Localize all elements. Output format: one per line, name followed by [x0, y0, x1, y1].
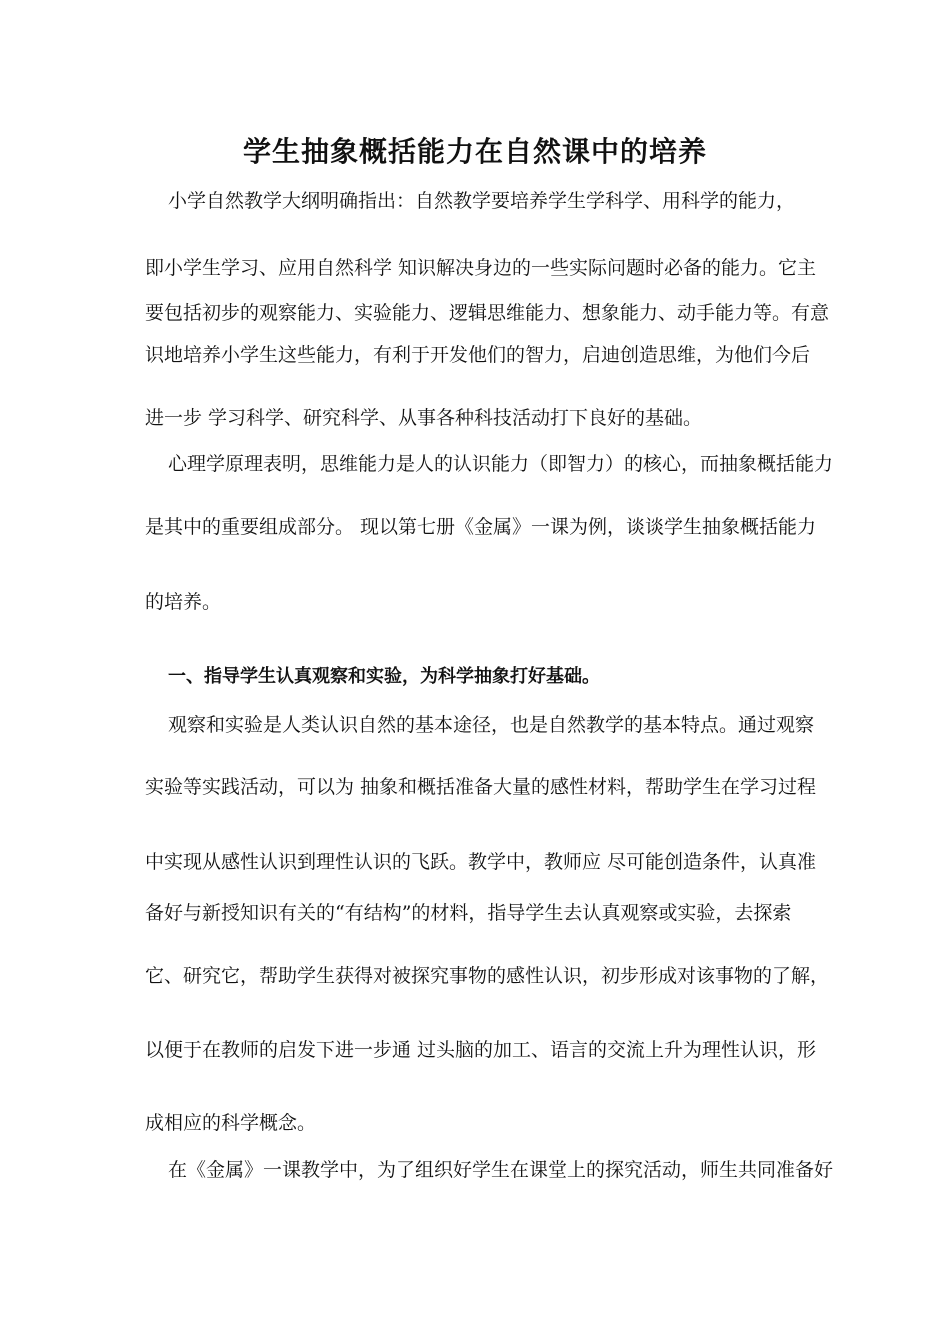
paragraph-2-line-1: 心理学原理表明，思维能力是人的认识能力（即智力）的核心，而抽象概括能力	[168, 453, 834, 475]
paragraph-4-line-1: 在《金属》一课教学中，为了组织好学生在课堂上的探究活动，师生共同准备好	[168, 1159, 834, 1181]
paragraph-3-line-4: 备好与新授知识有关的“有结构”的材料，指导学生去认真观察或实验，去探索	[145, 902, 792, 924]
paragraph-1-line-1: 小学自然教学大纲明确指出：自然教学要培养学生学科学、用科学的能力，	[168, 190, 796, 212]
paragraph-1-line-2: 即小学生学习、应用自然科学 知识解决身边的一些实际问题时必备的能力。它主	[145, 257, 817, 279]
paragraph-2-line-3: 的培养。	[145, 591, 222, 613]
paragraph-3-line-5: 它、研究它，帮助学生获得对被探究事物的感性认识，初步形成对该事物的了解，	[145, 965, 830, 987]
paragraph-1-line-5: 进一步 学习科学、研究科学、从事各种科技活动打下良好的基础。	[145, 407, 703, 429]
section-1-heading: 一、指导学生认真观察和实验，为科学抽象打好基础。	[168, 666, 600, 687]
paragraph-1-line-3: 要包括初步的观察能力、实验能力、逻辑思维能力、想象能力、动手能力等。有意	[145, 302, 830, 324]
paragraph-3-line-1: 观察和实验是人类认识自然的基本途径，也是自然教学的基本特点。通过观察	[168, 714, 815, 736]
paragraph-3-line-6: 以便于在教师的启发下进一步通 过头脑的加工、语言的交流上升为理性认识，形	[145, 1039, 817, 1061]
paragraph-3-line-3: 中实现从感性认识到理性认识的飞跃。教学中，教师应 尽可能创造条件，认真准	[145, 851, 817, 873]
paragraph-2-line-2: 是其中的重要组成部分。 现以第七册《金属》一课为例，谈谈学生抽象概括能力	[145, 516, 817, 538]
document-title: 学生抽象概括能力在自然课中的培养	[242, 135, 707, 168]
paragraph-3-line-7: 成相应的科学概念。	[145, 1112, 317, 1134]
paragraph-3-line-2: 实验等实践活动，可以为 抽象和概括准备大量的感性材料，帮助学生在学习过程	[145, 776, 817, 798]
paragraph-1-line-4: 识地培养小学生这些能力，有利于开发他们的智力，启迪创造思维，为他们今后	[145, 344, 811, 366]
